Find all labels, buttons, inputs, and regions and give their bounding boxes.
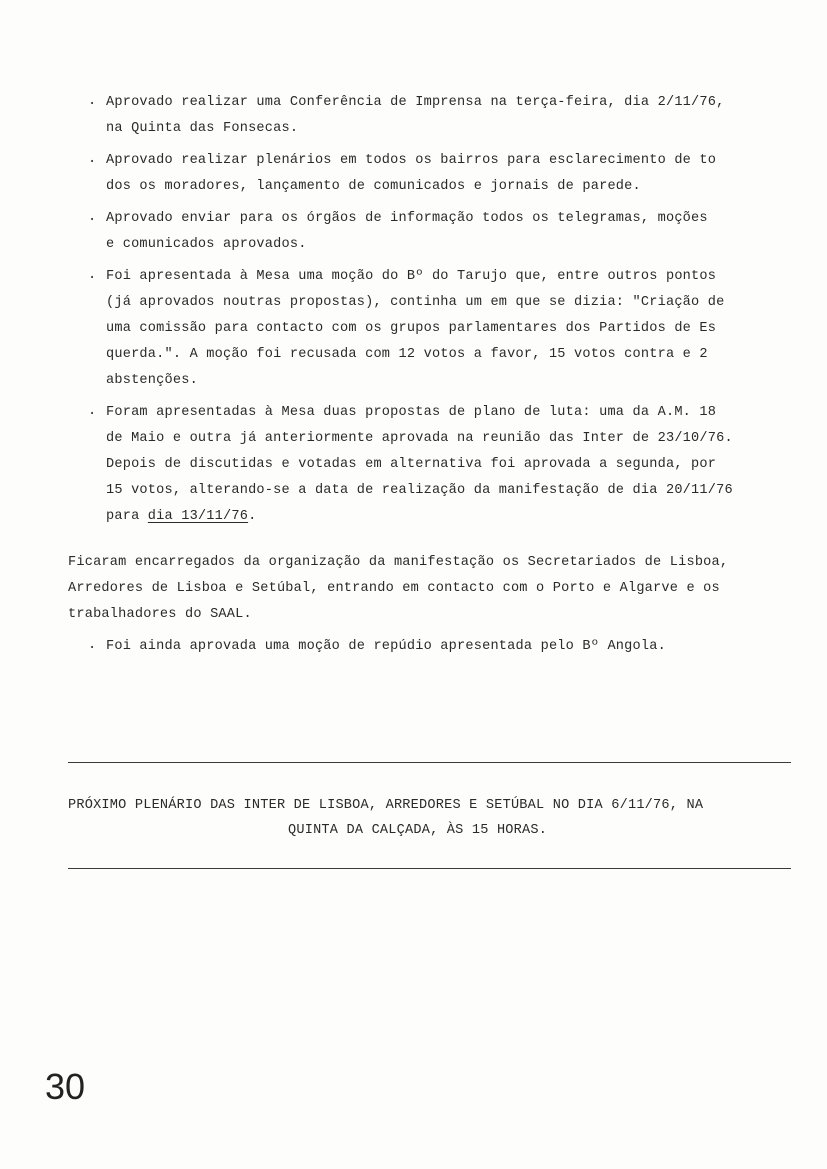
bullet: . xyxy=(88,210,97,225)
item-line: Depois de discutidas e votadas em alternativa foi aprovada a segunda, por xyxy=(106,457,717,472)
divider-rule xyxy=(68,868,791,869)
bullet: . xyxy=(88,638,97,653)
item-line: Foi apresentada à Mesa uma moção do Bº do Tarujo que, entre outros pontos xyxy=(106,269,717,284)
item-line: (já aprovados noutras propostas), continha um em que se dizia: "Criação de xyxy=(106,295,725,310)
bullet: . xyxy=(88,404,97,419)
announcement-line: QUINTA DA CALÇADA, ÀS 15 HORAS. xyxy=(288,823,548,838)
divider-rule xyxy=(68,762,791,763)
item-line: e comunicados aprovados. xyxy=(106,237,307,252)
item-line: Aprovado realizar plenários em todos os bairros para esclarecimento de to xyxy=(106,153,717,168)
item-line: Aprovado realizar uma Conferência de Imprensa na terça-feira, dia 2/11/76, xyxy=(106,95,725,110)
bullet: . xyxy=(88,94,97,109)
item-line: Aprovado enviar para os órgãos de informação todos os telegramas, moções xyxy=(106,211,708,226)
item-line: 15 votos, alterando-se a data de realização da manifestação de dia 20/11/76 xyxy=(106,483,733,498)
item-line: querda.". A moção foi recusada com 12 votos a favor, 15 votos contra e 2 xyxy=(106,347,708,362)
item-line: Foram apresentadas à Mesa duas propostas de plano de luta: uma da A.M. 18 xyxy=(106,405,717,420)
paragraph-line: Ficaram encarregados da organização da manifestação os Secretariados de Lisboa, xyxy=(68,555,729,570)
paragraph-line: Arredores de Lisboa e Setúbal, entrando em contacto com o Porto e Algarve e os xyxy=(68,581,720,596)
announcement-line: PRÓXIMO PLENÁRIO DAS INTER DE LISBOA, ARREDORES E SETÚBAL NO DIA 6/11/76, NA xyxy=(68,798,704,813)
page-number: 30 xyxy=(45,1066,86,1107)
item-line-start: para xyxy=(106,509,148,524)
item-line: na Quinta das Fonsecas. xyxy=(106,121,299,136)
bullet: . xyxy=(88,152,97,167)
item-line-end: . xyxy=(248,509,257,524)
paragraph-line: trabalhadores do SAAL. xyxy=(68,607,252,622)
item-line: Foi ainda aprovada uma moção de repúdio apresentada pelo Bº Angola. xyxy=(106,639,666,654)
item-line-with-date xyxy=(106,508,256,526)
item-line: abstenções. xyxy=(106,373,198,388)
item-line: uma comissão para contacto com os grupos parlamentares dos Partidos de Es xyxy=(106,321,717,336)
item-line: de Maio e outra já anteriormente aprovada na reunião das Inter de 23/10/76. xyxy=(106,431,733,446)
item-line: dos os moradores, lançamento de comunicados e jornais de parede. xyxy=(106,179,641,194)
underlined-date: dia 13/11/76 xyxy=(147,509,249,524)
bullet: . xyxy=(88,268,97,283)
